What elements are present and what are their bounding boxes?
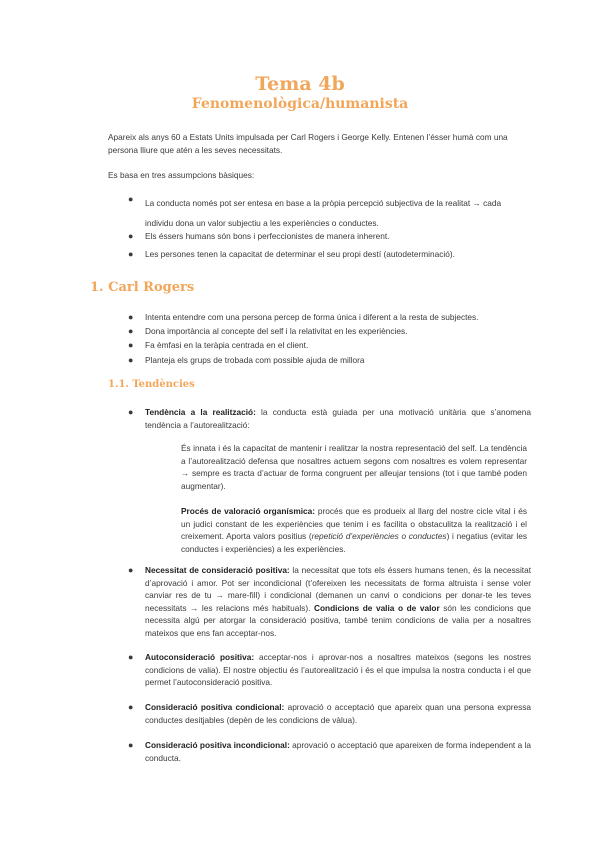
definition: ) i negatius (evitar les conductes i experiències) a les experiències. xyxy=(181,531,527,554)
definition: són les condicions que necessita algú per atorgar la consideració positiva, també tenim condicions de valia per a nosaltres mateixos que ens fan acceptar-nos. xyxy=(145,602,531,638)
term: Consideració positiva incondicional: xyxy=(145,740,290,750)
definition: la conducta està guiada per una motivació unitària que s’anomena tendència a l’autorealització: xyxy=(145,407,531,430)
intro-bullet: Les persones tenen la capacitat de determinar el seu propi destí (autodeterminació). xyxy=(145,249,455,259)
positive-regard-need xyxy=(145,564,531,639)
term: Autoconsideració positiva: xyxy=(145,652,255,662)
section-bullet: Dona importància al concepte del self i la relativitat en les experiències. xyxy=(145,326,408,336)
indented-paragraph: És innata i és la capacitat de mantenir i realitzar la nostra representació del self. La tendència a l’autorealització defensa que nosaltres actuem segons com nosaltres es volem representar → sempre es tracta d’actuar de forma congruent per alleujar tensions (tot i que també poden augmentar). xyxy=(181,443,527,491)
tendency-realization xyxy=(145,406,531,431)
term: Consideració positiva condicional: xyxy=(145,702,285,712)
bullet-marker: ● xyxy=(128,312,134,322)
definition: la necessitat que tots els éssers humans tenen, és la necessitat d’aprovació i amor. Pot ser incondicional (t’ofereixen les necessitats de forma altruista i sense voler canviar res de tu → mare-fill) i condicional (demanen un canvi o condicions per donar-te les teves necessitats → les relacions més habituals). xyxy=(145,565,532,613)
bullet-marker: ● xyxy=(128,326,134,336)
bullet-marker: ● xyxy=(128,652,134,662)
bullet-marker: ● xyxy=(128,407,134,417)
bullet-marker: ● xyxy=(128,355,134,365)
bullet-marker: ● xyxy=(128,340,134,350)
definition: procés que es produeix al llarg del nostre cicle vital i és un judici constant de les experiències que tenim i es facilita o obstaculitza la realització i el creixement. Aporta valors positius ( xyxy=(181,506,527,541)
section-bullet: Fa èmfasi en la teràpia centrada en el client. xyxy=(145,340,309,350)
unconditional-regard xyxy=(145,739,531,764)
conditional-regard xyxy=(145,701,531,726)
bullet-marker: ● xyxy=(128,249,134,259)
term: Condicions de valia o de valor xyxy=(313,602,440,613)
intro-paragraph: Apareix als anys 60 a Estats Units impulsada per Carl Rogers i George Kelly. Entenen l’ésser humà com una persona lliure que atén a les seves necessitats. xyxy=(108,132,508,155)
positive-self-regard xyxy=(145,651,531,689)
section-heading-carl-rogers: 1. Carl Rogers xyxy=(90,280,195,295)
bullet-marker: ● xyxy=(128,702,134,712)
bullet-marker: ● xyxy=(128,231,134,241)
page-title: Tema 4b xyxy=(255,73,345,95)
definition: aprovació o acceptació que apareix quan una persona expressa conductes desitjables (depèn de les condicions de vàlua). xyxy=(145,702,531,725)
indented-paragraph-valuation xyxy=(181,505,527,555)
intro-lead: Es basa en tres assumpcions bàsiques: xyxy=(108,170,255,180)
section-bullet: Intenta entendre com una persona percep de forma única i diferent a la resta de subjectes. xyxy=(145,312,479,322)
term: Necessitat de consideració positiva: xyxy=(145,565,290,575)
bullet-marker: ● xyxy=(128,194,134,204)
term: Tendència a la realització: xyxy=(145,407,256,417)
definition: acceptar-nos i aprovar-nos a nosaltres mateixos (segons les nostres condicions de valia). El nostre objectiu és l’autorealització i és el que impulsa la nostra conducta i el que permet l’autoconsideració positiva. xyxy=(145,652,532,687)
page-subtitle: Fenomenològica/humanista xyxy=(191,96,409,112)
bullet-marker: ● xyxy=(128,740,134,750)
section-bullet: Planteja els grups de trobada com possible ajuda de millora xyxy=(145,355,365,365)
bullet-marker: ● xyxy=(128,565,134,575)
intro-bullet: La conducta només pot ser entesa en base a la pròpia percepció subjectiva de la realitat → cada individu dona un valor subjectiu a les experiències o conductes. xyxy=(145,198,502,228)
subsection-heading-tendencies: 1.1. Tendències xyxy=(108,379,195,390)
term: Procés de valoració organísmica: xyxy=(181,506,316,516)
italic-note: repetició d’experiències o conductes xyxy=(311,531,447,541)
definition: aprovació o acceptació que apareixen de forma independent a la conducta. xyxy=(145,740,531,763)
intro-bullet: Els éssers humans són bons i perfeccionistes de manera inherent. xyxy=(145,231,390,241)
